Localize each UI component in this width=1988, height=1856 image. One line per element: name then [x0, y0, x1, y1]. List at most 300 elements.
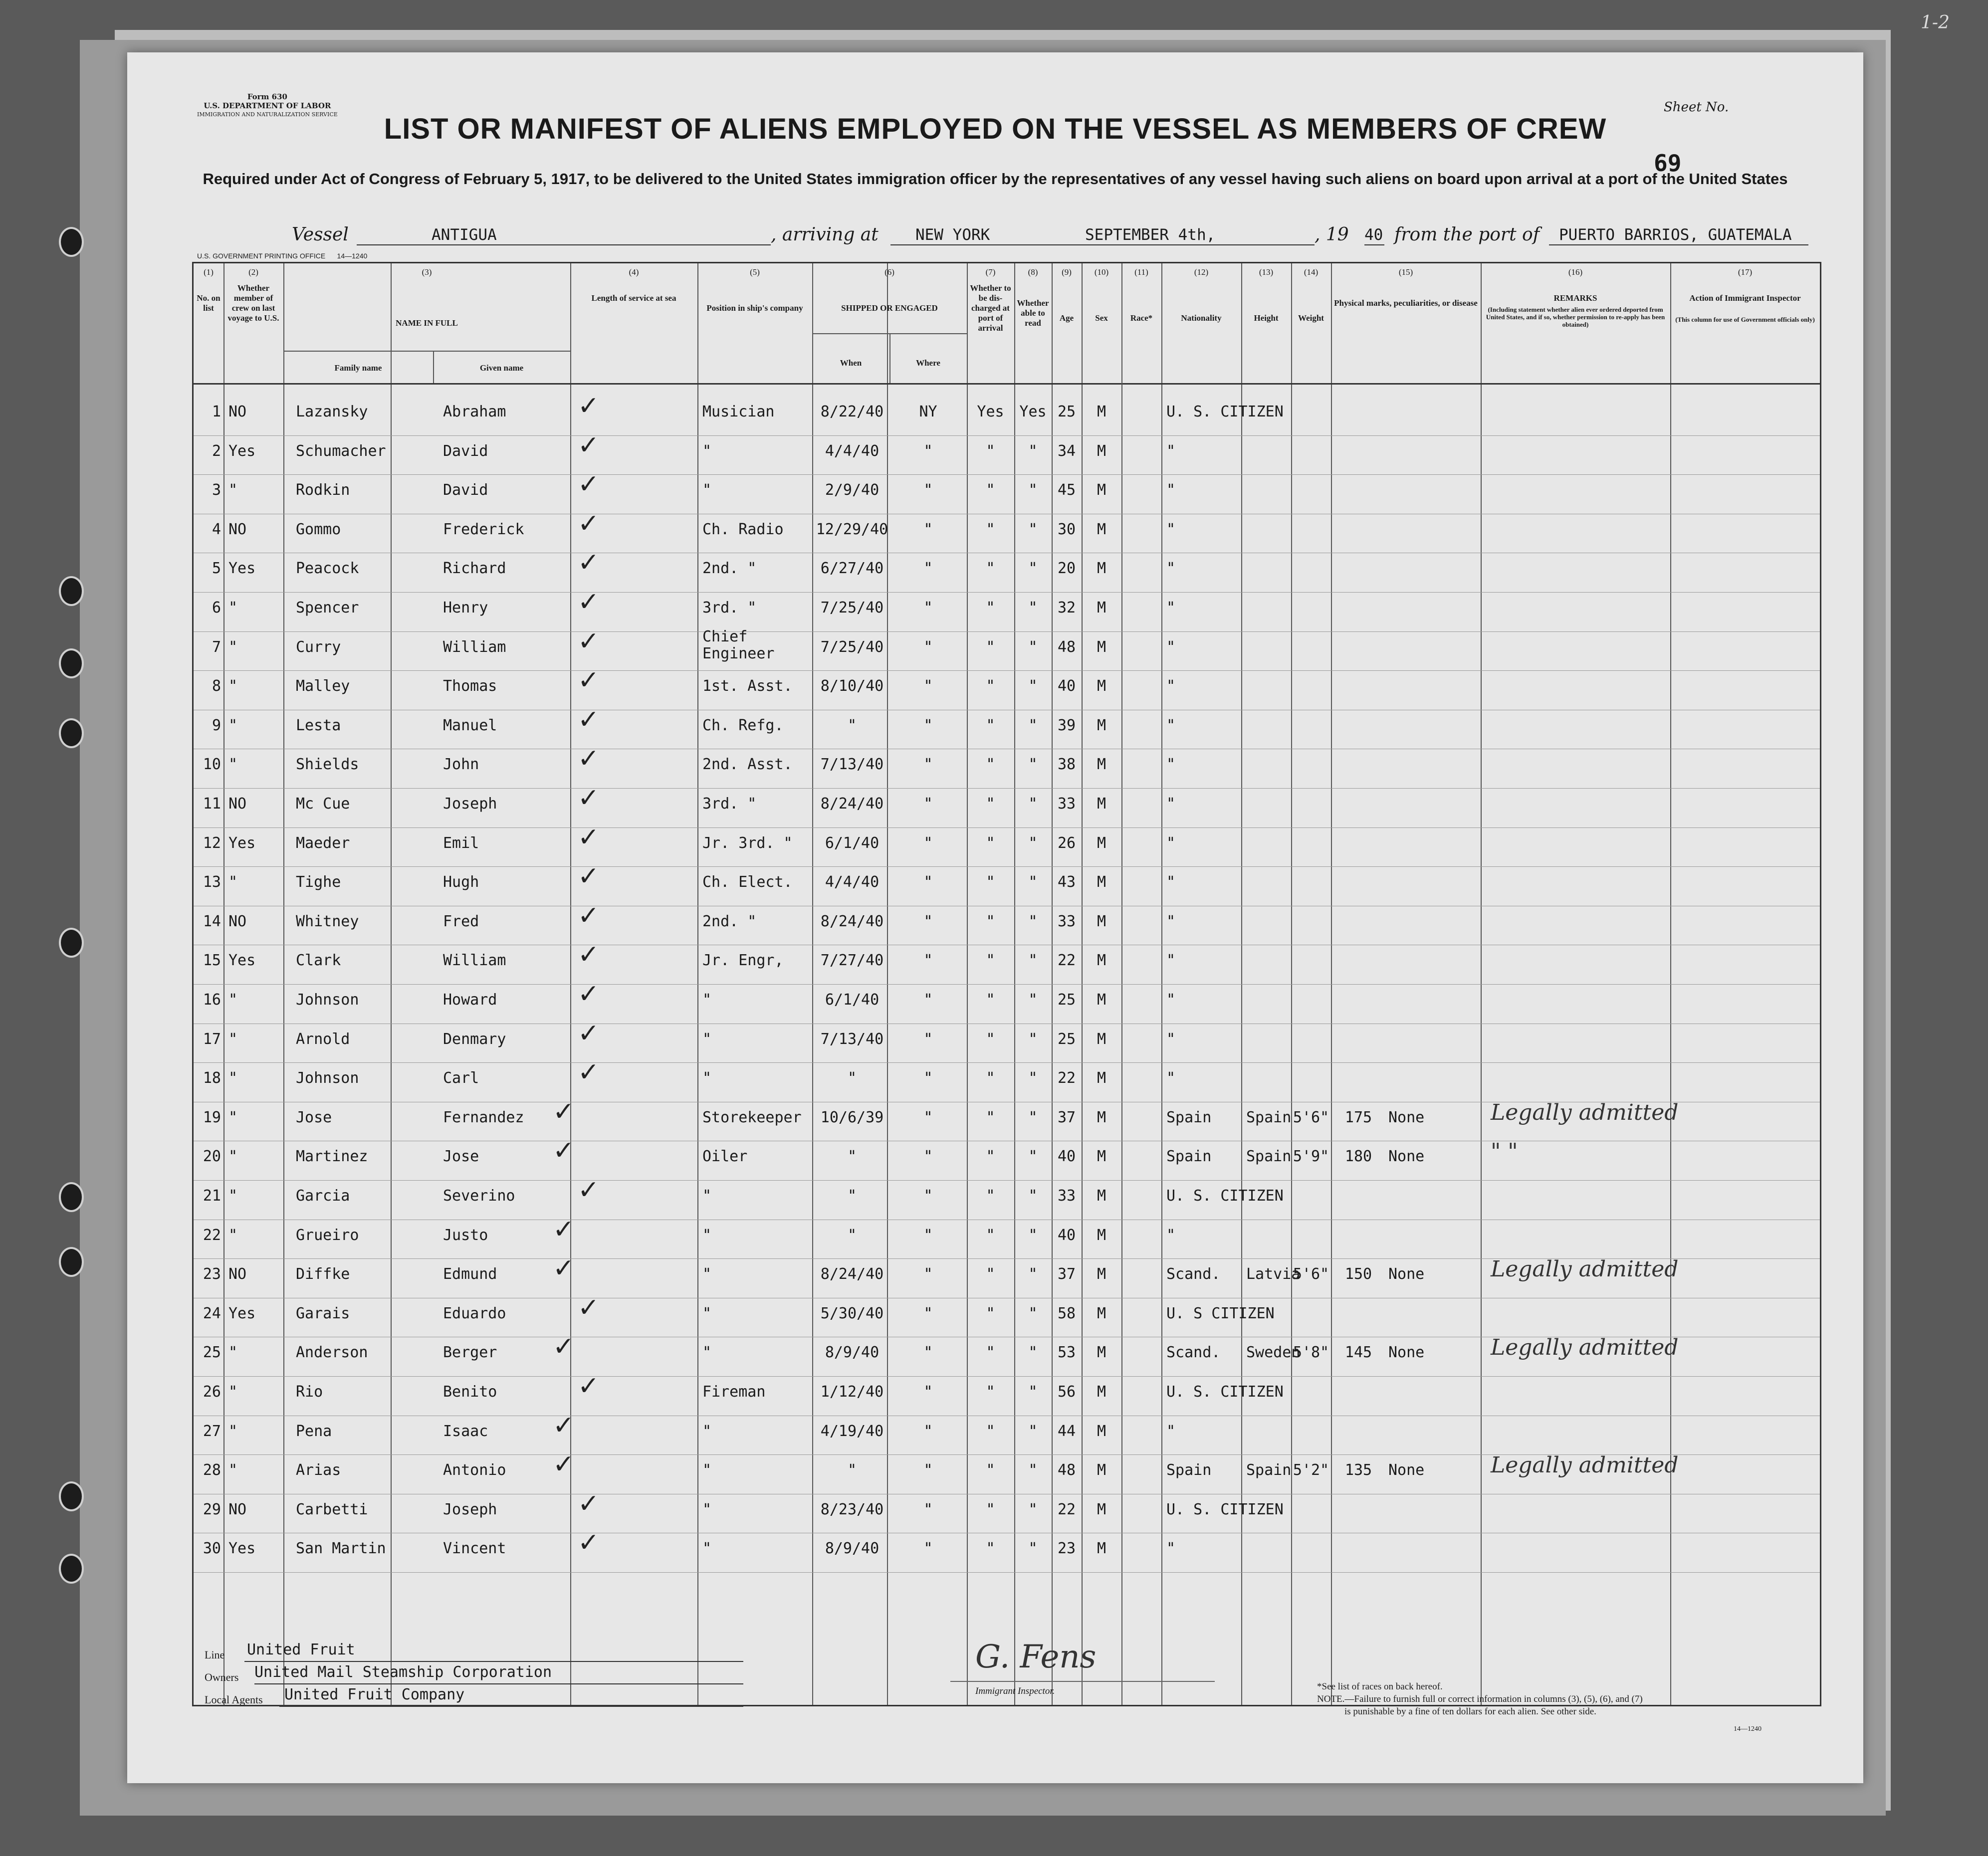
row-age: 40 — [1057, 1226, 1076, 1244]
binder-hole-icon — [59, 1554, 84, 1584]
row-shipped-where: " — [923, 1148, 933, 1166]
header-remarks-note: (Including statement whether alien ever ordered deported from United States, and if so, whether permission to re-apply has been obtained) — [1486, 306, 1665, 328]
row-given-name: Justo — [443, 1226, 488, 1244]
row-race: " — [1166, 795, 1176, 813]
inspector-label: Immigrant Inspector. — [975, 1686, 1055, 1696]
row-given-name: Hugh — [443, 873, 479, 891]
agents-value: United Fruit Company — [284, 1686, 465, 1703]
check-mark-icon: ✓ — [553, 1096, 575, 1127]
row-shipped-when: 7/13/40 — [820, 756, 884, 774]
page-title: LIST OR MANIFEST OF ALIENS EMPLOYED ON THE VESSEL AS MEMBERS OF CREW — [384, 113, 1607, 145]
row-member-last-voyage: Yes — [228, 1540, 256, 1558]
row-family-name: Peacock — [296, 560, 359, 578]
row-position: " — [702, 442, 712, 460]
check-mark-icon: ✓ — [578, 822, 600, 852]
row-physical-marks: None — [1388, 1265, 1425, 1283]
row-age: 39 — [1057, 716, 1076, 734]
row-shipped-where: " — [923, 638, 933, 656]
crew-manifest-table — [192, 262, 1821, 1706]
row-race: " — [1166, 912, 1176, 930]
row-shipped-when: 7/25/40 — [820, 638, 884, 656]
row-height: 5'9" — [1293, 1148, 1329, 1166]
row-discharged: " — [986, 1500, 995, 1518]
departure-port: PUERTO BARRIOS, GUATEMALA — [1559, 226, 1792, 244]
row-family-name: Arnold — [296, 1030, 350, 1048]
row-number: 25 — [203, 1344, 221, 1362]
row-discharged: Yes — [977, 403, 1004, 420]
row-able-to-read: " — [1028, 756, 1038, 774]
row-number: 6 — [212, 599, 221, 617]
row-member-last-voyage: NO — [228, 520, 247, 538]
header-when: When — [840, 358, 862, 368]
row-shipped-when: 8/24/40 — [820, 912, 884, 930]
check-mark-icon: ✓ — [578, 861, 600, 892]
row-able-to-read: " — [1028, 442, 1038, 460]
row-sex: M — [1097, 1226, 1106, 1244]
row-member-last-voyage: " — [228, 756, 238, 774]
owners-value: United Mail Steamship Corporation — [254, 1663, 552, 1681]
row-race: U. S CITIZEN — [1166, 1304, 1275, 1322]
row-age: 44 — [1057, 1422, 1076, 1440]
row-sex: M — [1097, 1383, 1106, 1401]
check-mark-icon: ✓ — [553, 1410, 575, 1441]
row-position: " — [702, 1422, 712, 1440]
row-discharged: " — [986, 716, 995, 734]
check-mark-icon: ✓ — [553, 1136, 575, 1166]
row-number: 26 — [203, 1383, 221, 1401]
row-able-to-read: " — [1028, 1265, 1038, 1283]
row-given-name: Frederick — [443, 520, 524, 538]
row-race: " — [1166, 481, 1176, 499]
row-given-name: Fred — [443, 912, 479, 930]
row-family-name: Garcia — [296, 1187, 350, 1205]
row-sex: M — [1097, 442, 1106, 460]
row-family-name: Lazansky — [296, 403, 368, 420]
row-nationality: Spain — [1246, 1461, 1292, 1479]
check-mark-icon: ✓ — [578, 626, 600, 656]
row-able-to-read: " — [1028, 1422, 1038, 1440]
row-member-last-voyage: " — [228, 1108, 238, 1126]
row-able-to-read: " — [1028, 873, 1038, 891]
row-discharged: " — [986, 1265, 995, 1283]
row-family-name: Spencer — [296, 599, 359, 617]
row-age: 23 — [1057, 1540, 1076, 1558]
row-sex: M — [1097, 1030, 1106, 1048]
row-shipped-when: 8/24/40 — [820, 1265, 884, 1283]
row-given-name: John — [443, 756, 479, 774]
row-discharged: " — [986, 1030, 995, 1048]
row-physical-marks: None — [1388, 1108, 1425, 1126]
check-mark-icon: ✓ — [553, 1449, 575, 1480]
row-race: Spain — [1166, 1148, 1212, 1166]
row-shipped-when: 12/29/40 — [816, 520, 888, 538]
row-shipped-where: " — [923, 520, 933, 538]
row-sex: M — [1097, 677, 1106, 695]
penalty-note: NOTE.—Failure to furnish full or correct information in columns (3), (5), (6), and (7) — [1317, 1694, 1643, 1704]
row-position: Oiler — [702, 1148, 748, 1166]
row-shipped-when: 2/9/40 — [825, 481, 880, 499]
row-nationality: Spain — [1246, 1108, 1292, 1126]
row-position: Fireman — [702, 1383, 766, 1401]
row-position: " — [702, 1344, 712, 1362]
row-position: " — [702, 1030, 712, 1048]
row-member-last-voyage: " — [228, 1344, 238, 1362]
row-age: 40 — [1057, 677, 1076, 695]
row-physical-marks: None — [1388, 1148, 1425, 1166]
check-mark-icon: ✓ — [578, 587, 600, 617]
row-position: Jr. Engr, — [702, 952, 784, 970]
row-family-name: Mc Cue — [296, 795, 350, 813]
row-shipped-when: " — [847, 1148, 857, 1166]
check-mark-icon: ✓ — [578, 1057, 600, 1088]
row-shipped-when: 8/24/40 — [820, 795, 884, 813]
column-number: (8) — [1028, 267, 1038, 277]
row-given-name: Eduardo — [443, 1304, 506, 1322]
row-position: " — [702, 1265, 712, 1283]
row-able-to-read: " — [1028, 1461, 1038, 1479]
row-given-name: David — [443, 481, 488, 499]
races-note: *See list of races on back hereof. — [1317, 1681, 1443, 1692]
row-remark-handwritten: Legally admitted — [1491, 1099, 1679, 1125]
row-sex: M — [1097, 1069, 1106, 1087]
form-number: Form 630 — [247, 92, 287, 101]
row-weight: 180 — [1344, 1148, 1372, 1166]
row-family-name: Johnson — [296, 1069, 359, 1087]
row-physical-marks: None — [1388, 1344, 1425, 1362]
column-number: (5) — [750, 267, 760, 277]
row-given-name: Edmund — [443, 1265, 497, 1283]
row-sex: M — [1097, 1187, 1106, 1205]
row-discharged: " — [986, 1148, 995, 1166]
row-member-last-voyage: NO — [228, 912, 247, 930]
row-shipped-when: 8/23/40 — [820, 1500, 884, 1518]
row-shipped-where: " — [923, 677, 933, 695]
check-mark-icon: ✓ — [578, 940, 600, 970]
row-member-last-voyage: " — [228, 991, 238, 1009]
row-given-name: Carl — [443, 1069, 479, 1087]
column-number: (3) — [422, 267, 432, 277]
header-where: Where — [916, 358, 940, 368]
row-sex: M — [1097, 520, 1106, 538]
header-shipped-engaged: SHIPPED OR ENGAGED — [841, 303, 938, 313]
row-sex: M — [1097, 756, 1106, 774]
row-shipped-when: 8/10/40 — [820, 677, 884, 695]
row-number: 2 — [212, 442, 221, 460]
row-height: 5'8" — [1293, 1344, 1329, 1362]
row-race: " — [1166, 1422, 1176, 1440]
row-position: " — [702, 1069, 712, 1087]
row-able-to-read: " — [1028, 1108, 1038, 1126]
row-discharged: " — [986, 952, 995, 970]
row-shipped-when: 6/1/40 — [825, 834, 880, 852]
column-number: (14) — [1304, 267, 1319, 277]
row-race: " — [1166, 873, 1176, 891]
row-given-name: Thomas — [443, 677, 497, 695]
row-age: 33 — [1057, 1187, 1076, 1205]
row-able-to-read: " — [1028, 716, 1038, 734]
row-weight: 135 — [1344, 1461, 1372, 1479]
arrival-year: 40 — [1364, 226, 1383, 244]
row-age: 34 — [1057, 442, 1076, 460]
row-number: 11 — [203, 795, 221, 813]
row-given-name: Emil — [443, 834, 479, 852]
row-member-last-voyage: " — [228, 1030, 238, 1048]
inspector-signature: G. Fens — [975, 1639, 1097, 1675]
check-mark-icon: ✓ — [578, 430, 600, 460]
row-weight: 145 — [1344, 1344, 1372, 1362]
check-mark-icon: ✓ — [578, 900, 600, 931]
row-discharged: " — [986, 677, 995, 695]
header-action-inspector: Action of Immigrant Inspector — [1689, 293, 1801, 303]
row-discharged: " — [986, 1069, 995, 1087]
row-shipped-where: " — [923, 912, 933, 930]
row-height: 5'6" — [1293, 1108, 1329, 1126]
row-number: 16 — [203, 991, 221, 1009]
row-family-name: Malley — [296, 677, 350, 695]
row-member-last-voyage: NO — [228, 1500, 247, 1518]
printer-imprint: U.S. GOVERNMENT PRINTING OFFICE 14—1240 — [197, 252, 368, 260]
row-discharged: " — [986, 756, 995, 774]
row-shipped-where: " — [923, 560, 933, 578]
row-family-name: Jose — [296, 1108, 332, 1126]
row-able-to-read: " — [1028, 1304, 1038, 1322]
vessel-label: Vessel — [292, 224, 349, 245]
form-service: IMMIGRATION AND NATURALIZATION SERVICE — [197, 111, 338, 118]
row-shipped-where: " — [923, 1108, 933, 1126]
row-number: 21 — [203, 1187, 221, 1205]
column-number: (12) — [1194, 267, 1209, 277]
row-member-last-voyage: NO — [228, 795, 247, 813]
row-position: Ch. Elect. — [702, 873, 793, 891]
row-position: 2nd. " — [702, 560, 757, 578]
row-sex: M — [1097, 1344, 1106, 1362]
column-number: (15) — [1398, 267, 1413, 277]
header-height: Height — [1254, 313, 1279, 323]
row-member-last-voyage: " — [228, 716, 238, 734]
row-given-name: Isaac — [443, 1422, 488, 1440]
manifest-sheet — [127, 52, 1863, 1783]
column-number: (4) — [629, 267, 639, 277]
row-position: " — [702, 1540, 712, 1558]
row-family-name: Lesta — [296, 716, 341, 734]
row-position: " — [702, 1304, 712, 1322]
row-discharged: " — [986, 1226, 995, 1244]
agents-label: Local Agents — [205, 1693, 263, 1706]
row-shipped-when: 8/9/40 — [825, 1344, 880, 1362]
row-race: U. S. CITIZEN — [1166, 1383, 1284, 1401]
row-weight: 150 — [1344, 1265, 1372, 1283]
row-shipped-where: " — [923, 1540, 933, 1558]
row-age: 48 — [1057, 1461, 1076, 1479]
row-shipped-where: " — [923, 599, 933, 617]
row-number: 19 — [203, 1108, 221, 1126]
binder-hole-icon — [59, 1247, 84, 1277]
binder-hole-icon — [59, 928, 84, 958]
row-discharged: " — [986, 599, 995, 617]
row-age: 22 — [1057, 1500, 1076, 1518]
vessel-name: ANTIGUA — [432, 226, 497, 244]
row-position: Ch. Radio — [702, 520, 784, 538]
row-member-last-voyage: NO — [228, 1265, 247, 1283]
row-able-to-read: " — [1028, 1226, 1038, 1244]
column-number: (16) — [1568, 267, 1583, 277]
row-sex: M — [1097, 716, 1106, 734]
row-age: 37 — [1057, 1108, 1076, 1126]
row-given-name: Abraham — [443, 403, 506, 420]
row-given-name: Antonio — [443, 1461, 506, 1479]
binder-hole-icon — [59, 718, 84, 748]
row-able-to-read: " — [1028, 560, 1038, 578]
row-given-name: Henry — [443, 599, 488, 617]
check-mark-icon: ✓ — [578, 979, 600, 1009]
from-port-label: from the port of — [1394, 224, 1540, 245]
row-family-name: San Martin — [296, 1540, 386, 1558]
corner-mark: 1-2 — [1921, 12, 1950, 33]
header-name-in-full: NAME IN FULL — [396, 318, 458, 328]
row-member-last-voyage: Yes — [228, 952, 256, 970]
row-number: 17 — [203, 1030, 221, 1048]
row-given-name: Joseph — [443, 795, 497, 813]
row-member-last-voyage: " — [228, 1422, 238, 1440]
row-member-last-voyage: " — [228, 677, 238, 695]
row-number: 14 — [203, 912, 221, 930]
row-race: " — [1166, 677, 1176, 695]
header-age: Age — [1059, 313, 1074, 323]
row-race: U. S. CITIZEN — [1166, 403, 1284, 420]
row-race: " — [1166, 1226, 1176, 1244]
row-able-to-read: " — [1028, 1344, 1038, 1362]
row-position: 2nd. " — [702, 912, 757, 930]
row-discharged: " — [986, 873, 995, 891]
row-shipped-when: " — [847, 1461, 857, 1479]
row-family-name: Curry — [296, 638, 341, 656]
check-mark-icon: ✓ — [578, 1175, 600, 1205]
row-position: 3rd. " — [702, 795, 757, 813]
row-sex: M — [1097, 403, 1106, 420]
check-mark-icon: ✓ — [578, 1018, 600, 1048]
row-shipped-when: 1/12/40 — [820, 1383, 884, 1401]
row-number: 29 — [203, 1500, 221, 1518]
row-given-name: Benito — [443, 1383, 497, 1401]
row-sex: M — [1097, 1108, 1106, 1126]
row-number: 18 — [203, 1069, 221, 1087]
row-family-name: Diffke — [296, 1265, 350, 1283]
row-shipped-where: " — [923, 1422, 933, 1440]
row-age: 22 — [1057, 1069, 1076, 1087]
row-shipped-where: " — [923, 952, 933, 970]
row-age: 56 — [1057, 1383, 1076, 1401]
row-race: " — [1166, 952, 1176, 970]
row-able-to-read: " — [1028, 795, 1038, 813]
row-member-last-voyage: " — [228, 1226, 238, 1244]
row-shipped-where: " — [923, 991, 933, 1009]
row-member-last-voyage: " — [228, 1461, 238, 1479]
binder-hole-icon — [59, 1182, 84, 1212]
row-given-name: Berger — [443, 1344, 497, 1362]
row-sex: M — [1097, 912, 1106, 930]
row-able-to-read: " — [1028, 1187, 1038, 1205]
row-position: 3rd. " — [702, 599, 757, 617]
row-member-last-voyage: Yes — [228, 560, 256, 578]
row-shipped-where: " — [923, 873, 933, 891]
arrival-port: NEW YORK — [915, 226, 990, 244]
row-position: " — [702, 1187, 712, 1205]
check-mark-icon: ✓ — [578, 391, 600, 421]
row-given-name: Joseph — [443, 1500, 497, 1518]
row-discharged: " — [986, 912, 995, 930]
row-race: Scand. — [1166, 1265, 1221, 1283]
row-age: 38 — [1057, 756, 1076, 774]
row-shipped-where: " — [923, 1344, 933, 1362]
row-discharged: " — [986, 560, 995, 578]
row-shipped-when: " — [847, 1069, 857, 1087]
header-given-name: Given name — [479, 363, 524, 373]
row-able-to-read: Yes — [1019, 403, 1047, 420]
check-mark-icon: ✓ — [578, 704, 600, 735]
row-member-last-voyage: Yes — [228, 1304, 256, 1322]
row-height: 5'6" — [1293, 1265, 1329, 1283]
row-nationality: Sweden — [1246, 1344, 1301, 1362]
row-shipped-when: " — [847, 1226, 857, 1244]
row-discharged: " — [986, 1304, 995, 1322]
row-shipped-where: " — [923, 834, 933, 852]
check-mark-icon: ✓ — [578, 1528, 600, 1558]
check-mark-icon: ✓ — [578, 665, 600, 696]
column-number: (13) — [1259, 267, 1274, 277]
row-age: 37 — [1057, 1265, 1076, 1283]
header-remarks: REMARKS — [1553, 293, 1597, 303]
row-remark-handwritten: Legally admitted — [1491, 1256, 1679, 1282]
penalty-note-cont: is punishable by a fine of ten dollars for each alien. See other side. — [1344, 1706, 1596, 1717]
header-action-note: (This column for use of Government officials only) — [1675, 316, 1815, 323]
row-able-to-read: " — [1028, 599, 1038, 617]
row-remark-handwritten: Legally admitted — [1491, 1335, 1679, 1361]
check-mark-icon: ✓ — [578, 469, 600, 500]
row-discharged: " — [986, 481, 995, 499]
row-family-name: Rio — [296, 1383, 323, 1401]
header-no-on-list: No. on list — [197, 293, 221, 313]
row-shipped-when: 7/25/40 — [820, 599, 884, 617]
row-number: 23 — [203, 1265, 221, 1283]
row-nationality: Spain — [1246, 1148, 1292, 1166]
row-discharged: " — [986, 1422, 995, 1440]
row-number: 10 — [203, 756, 221, 774]
row-race: " — [1166, 756, 1176, 774]
row-position: Ch. Refg. — [702, 716, 784, 734]
row-family-name: Arias — [296, 1461, 341, 1479]
row-shipped-when: 5/30/40 — [820, 1304, 884, 1322]
row-number: 5 — [212, 560, 221, 578]
row-sex: M — [1097, 1148, 1106, 1166]
row-sex: M — [1097, 991, 1106, 1009]
row-race: Spain — [1166, 1108, 1212, 1126]
row-shipped-when: 6/1/40 — [825, 991, 880, 1009]
row-number: 1 — [212, 403, 221, 420]
sheet-number: 69 — [1654, 150, 1682, 177]
row-shipped-where: " — [923, 1265, 933, 1283]
column-number: (7) — [985, 267, 996, 277]
row-shipped-when: 8/9/40 — [825, 1540, 880, 1558]
form-department: U.S. DEPARTMENT OF LABOR — [204, 101, 331, 110]
row-discharged: " — [986, 1540, 995, 1558]
row-number: 15 — [203, 952, 221, 970]
row-able-to-read: " — [1028, 1383, 1038, 1401]
row-age: 32 — [1057, 599, 1076, 617]
row-age: 43 — [1057, 873, 1076, 891]
row-position: 1st. Asst. — [702, 677, 793, 695]
row-number: 22 — [203, 1226, 221, 1244]
row-nationality: Latvia — [1246, 1265, 1301, 1283]
